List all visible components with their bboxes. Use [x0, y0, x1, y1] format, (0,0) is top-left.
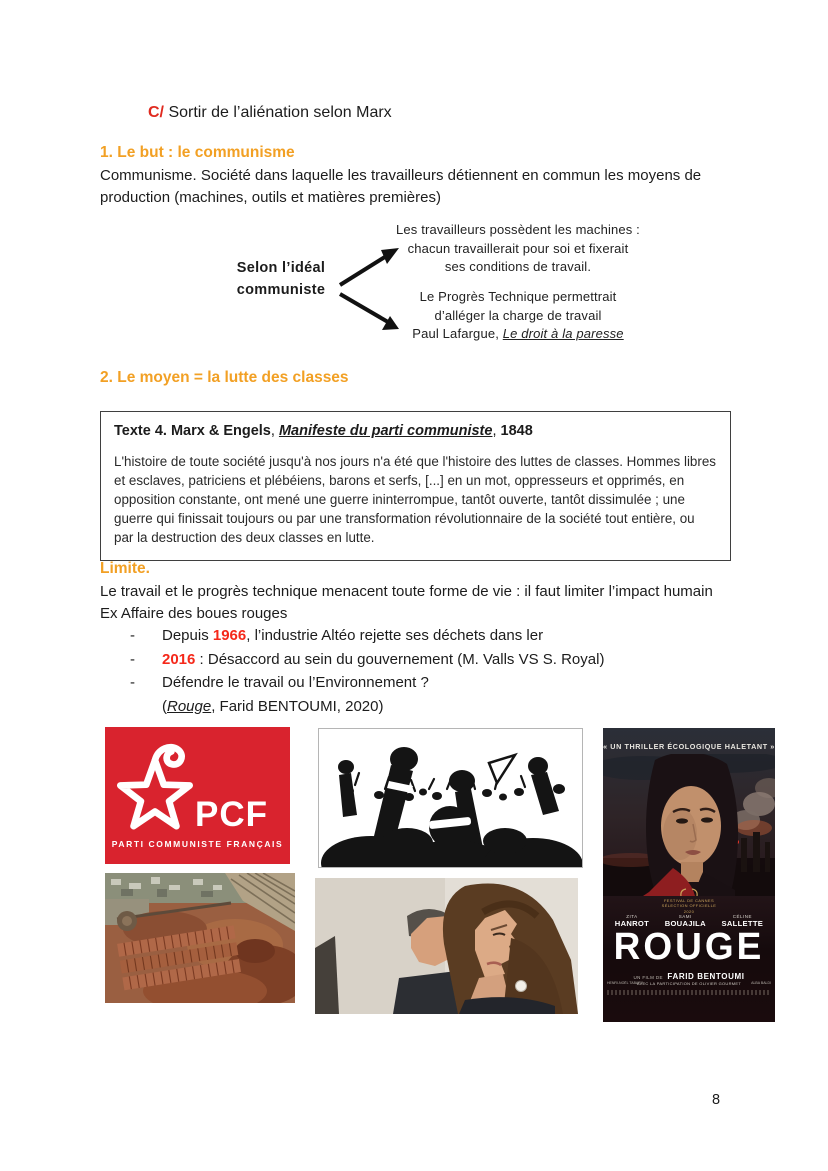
title-text: Sortir de l’aliénation selon Marx: [164, 104, 392, 121]
poster-participation: AVEC LA PARTICIPATION DE OLIVIER GOURMET: [636, 981, 742, 986]
officials-profiles-icon: [315, 878, 578, 1014]
section1-line1: Communisme. Société dans laquelle les travailleurs détiennent en commun les moyens de: [100, 167, 702, 184]
cannes-laurel: [603, 888, 775, 914]
cast-first-name: ZITA: [626, 914, 638, 919]
poster-artwork-icon: [603, 754, 775, 896]
laurel-line1: FESTIVAL DE CANNES: [663, 897, 715, 903]
diagram-label-line2: communiste: [236, 282, 326, 298]
alteo-factory-photo: [105, 873, 295, 1003]
factory-aerial-icon: [105, 873, 295, 1003]
texte4-body: L'histoire de toute société jusqu'à nos jours n'a été que l'histoire des luttes de classes. Hommes libres et esclaves, patriciens et plébéiens, barons et serfs, [...] en un mot, oppresseurs et opprimés, en opposition constante, ont mené une guerre ininterrompue, tantôt ouverte, tantôt dissimulée ; une guerre qui finissait toujours ou par une transformation révolutionnaire de la société tout entière, ou par la destruction des deux classes en lutte.: [114, 454, 716, 545]
texte4-year: 1848: [500, 423, 533, 439]
poster-title: ROUGE: [613, 925, 765, 968]
pcf-star-icon: [107, 739, 203, 839]
poster-billing-strip: [607, 990, 771, 995]
bullet-marker: -: [130, 627, 135, 644]
branch2-author: Paul Lafargue,: [412, 326, 503, 341]
limite-line2: Ex Affaire des boues rouges: [100, 604, 288, 622]
branch2-line3: [368, 325, 668, 344]
branch1-line2: chacun travaillerait pour soi et fixerait: [407, 240, 629, 256]
texte4-sep2: ,: [492, 423, 501, 439]
bullet-marker: -: [130, 674, 135, 691]
diagram-label: [222, 257, 340, 301]
diagram-branch1: [368, 221, 668, 277]
bullet2-post: : Désaccord au sein du gouvernement (M. Valls VS S. Royal): [195, 650, 605, 668]
bullet-item: [130, 648, 710, 672]
film-credit: [162, 695, 710, 719]
branch1-line3: ses conditions de travail.: [444, 259, 592, 274]
poster-credit-right: ALBA BALDI: [751, 981, 771, 985]
bullet1-text: [162, 624, 543, 648]
cast-last-name: BOUAJILA: [664, 919, 706, 928]
bullet1-post: , l’industrie Altéo rejette ses déchets dans ler: [246, 627, 544, 644]
branch2-line2: d’alléger la charge de travail: [434, 307, 602, 323]
poster-tagline: « UN THRILLER ÉCOLOGIQUE HALETANT »: [603, 742, 775, 751]
poster-credit-left: HENRI-NOËL TABARY: [607, 981, 644, 985]
valls-royal-photo: [315, 878, 578, 1014]
bullet3-text: Défendre le travail ou l’Environnement ?: [162, 674, 429, 691]
texte4-title-authors: Texte 4. Marx & Engels: [114, 423, 271, 439]
diagram-branch2: [368, 288, 668, 344]
laurel-icon: [679, 888, 699, 896]
director-label: UN FILM DE: [633, 975, 663, 980]
section1-heading: 1. Le but : le communisme: [100, 144, 295, 161]
bullet-marker: -: [130, 650, 135, 668]
title-prefix: C/: [148, 104, 164, 121]
bullet1-pre: Depuis: [162, 627, 213, 644]
limite-body: [100, 581, 760, 624]
laurel-line2: SÉLECTION OFFICIELLE: [661, 903, 717, 908]
fists-drawing-icon: [319, 729, 582, 867]
cast-last-name: SALLETTE: [721, 919, 764, 928]
pcf-caption: PARTI COMMUNISTE FRANÇAIS: [111, 839, 284, 849]
limite-line1: Le travail et le progrès technique menacent toute forme de vie : il faut limiter l’impact humain: [100, 583, 713, 600]
bullet-item: [130, 624, 710, 648]
credit-work-title: Rouge: [167, 697, 212, 715]
limite-heading: Limite.: [100, 560, 150, 577]
section2-heading: 2. Le moyen = la lutte des classes: [100, 369, 349, 386]
branch2-line1: Le Progrès Technique permettrait: [419, 289, 617, 304]
raised-fists-illustration: [318, 728, 583, 868]
director-name: FARID BENTOUMI: [667, 972, 745, 981]
page-number: 8: [712, 1092, 721, 1108]
bullet-item: [130, 671, 710, 695]
bullet2-text: [162, 648, 604, 672]
bullet1-date: 1966: [212, 627, 247, 644]
cast-first-name: SAMI: [678, 914, 692, 919]
limite-bullet-list: [130, 624, 710, 718]
section1-line2: production (machines, outils et matières premières): [100, 188, 441, 206]
section1-body: [100, 165, 750, 208]
bullet2-date: 2016: [162, 650, 196, 668]
texte4-work-title: Manifeste du parti communiste: [278, 423, 493, 439]
page-title: [148, 104, 392, 122]
rouge-movie-poster: [603, 728, 775, 1022]
credit-rest: , Farid BENTOUMI, 2020): [211, 697, 384, 715]
pcf-logo: [105, 727, 290, 864]
cast-first-name: CÉLINE: [732, 914, 752, 919]
texte4-title: [114, 423, 717, 439]
diagram-label-line1: Selon l’idéal: [236, 260, 326, 276]
laurel-line3: 2020: [683, 908, 695, 914]
branch2-work-title: Le droit à la paresse: [502, 326, 624, 341]
credit-open: (: [162, 697, 167, 715]
texte4-sep1: ,: [270, 423, 279, 439]
texte4-box: [100, 411, 731, 561]
cast-last-name: HANROT: [614, 919, 650, 928]
branch1-line1: Les travailleurs possèdent les machines :: [396, 222, 640, 237]
pcf-acronym: PCF: [195, 795, 268, 834]
